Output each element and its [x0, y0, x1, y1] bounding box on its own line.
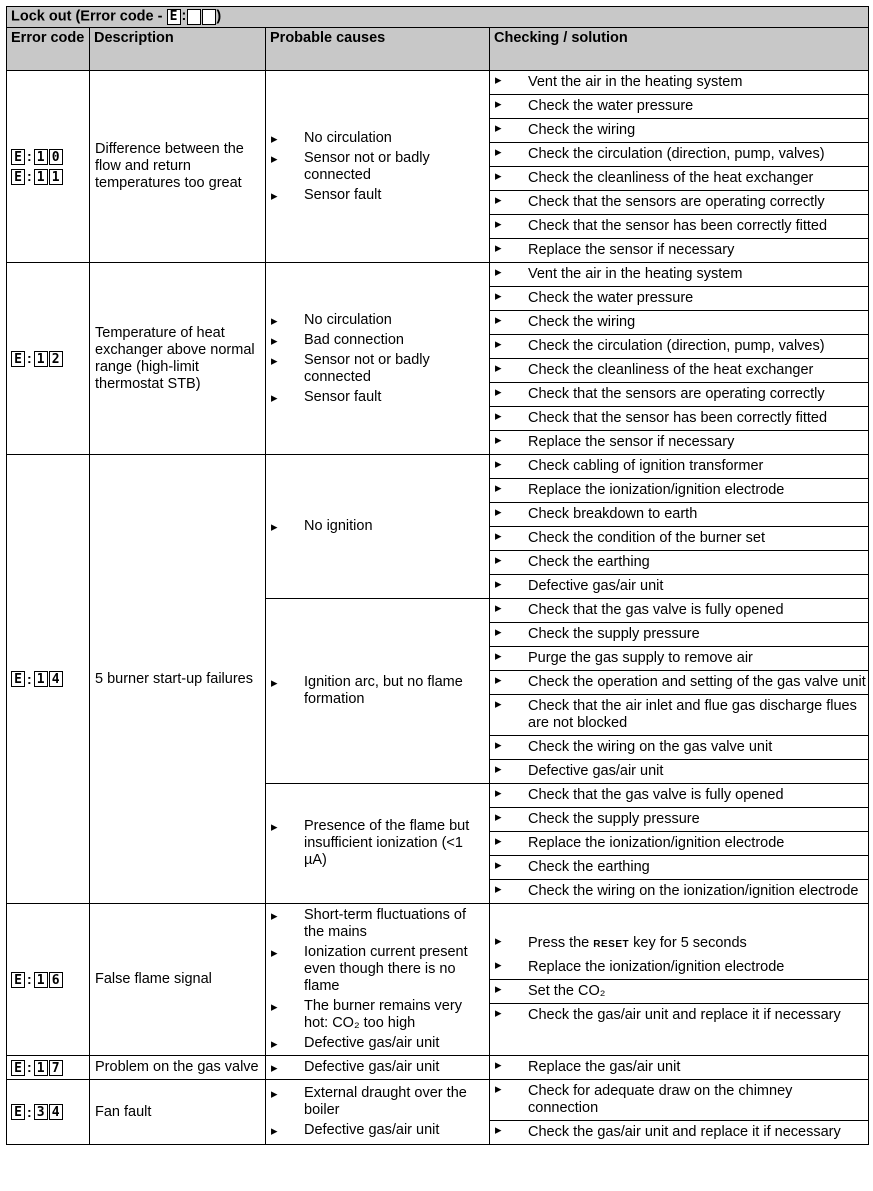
causes-list	[266, 674, 489, 708]
check-item: ▸ Set the CO₂	[490, 980, 868, 1004]
title-code-blank-1	[187, 9, 201, 25]
error-code-sep: :	[27, 971, 32, 987]
lockout-table	[6, 6, 869, 1145]
cause-item: ▸ No ignition	[266, 518, 489, 535]
cause-item: ▸ External draught over the boiler	[266, 1085, 489, 1119]
description-cell: Difference between the flow and return temperatures too great	[90, 71, 266, 263]
causes-list	[266, 1085, 489, 1139]
error-code-cell	[7, 904, 90, 1056]
error-code-digit: 1	[34, 972, 48, 988]
error-code-display	[11, 1059, 89, 1076]
error-code-digit: 6	[49, 972, 63, 988]
check-item: ▸ Check the wiring	[490, 311, 868, 335]
check-item: ▸ Replace the gas/air unit	[490, 1056, 868, 1079]
checks-list	[490, 932, 868, 956]
error-code-digit: 3	[34, 1104, 48, 1120]
check-item: ▸ Check the earthing	[490, 551, 868, 575]
error-code-cell	[7, 71, 90, 263]
description-cell: Problem on the gas valve	[90, 1056, 266, 1080]
description-cell: False flame signal	[90, 904, 266, 1056]
error-code-list	[7, 1059, 89, 1076]
checks-cell	[490, 1080, 869, 1145]
check-item: ▸ Replace the ionization/ignition electrode	[490, 479, 868, 503]
causes-list	[266, 130, 489, 204]
checks-list	[490, 455, 868, 598]
cause-item: ▸ Defective gas/air unit	[266, 1035, 489, 1052]
causes-list	[266, 518, 489, 535]
check-item: ▸ Defective gas/air unit	[490, 760, 868, 783]
error-code-letter: E	[11, 1104, 25, 1120]
error-code-digit: 1	[34, 671, 48, 687]
header-code: Error code	[7, 28, 90, 71]
error-code-letter: E	[11, 972, 25, 988]
cause-item: ▸ Presence of the flame but insufficient ionization (<1 µA)	[266, 818, 489, 869]
error-code-cell	[7, 263, 90, 455]
error-code-cell	[7, 1056, 90, 1080]
title-code-blank-2	[202, 9, 216, 25]
check-item: ▸ Check that the sensor has been correctly fitted	[490, 407, 868, 431]
header-row	[7, 28, 869, 71]
header-causes: Probable causes	[266, 28, 490, 71]
checks-list	[490, 1056, 868, 1079]
check-item: ▸ Check the cleanliness of the heat exchanger	[490, 359, 868, 383]
cause-item: ▸ Defective gas/air unit	[266, 1059, 489, 1076]
check-item: ▸ Check the wiring on the ionization/ignition electrode	[490, 880, 868, 903]
check-item: ▸ Check that the sensors are operating correctly	[490, 191, 868, 215]
check-item: ▸ Check the gas/air unit and replace it if necessary	[490, 1004, 868, 1027]
error-code-letter: E	[11, 671, 25, 687]
check-item: ▸ Vent the air in the heating system	[490, 71, 868, 95]
error-code-digit: 1	[34, 169, 48, 185]
checks-cell	[490, 784, 869, 904]
check-item: ▸ Check the supply pressure	[490, 623, 868, 647]
cause-item: ▸ Sensor not or badly connected	[266, 352, 489, 386]
table-row	[7, 904, 869, 1056]
checks-list	[490, 599, 868, 783]
error-code-display	[11, 148, 89, 165]
error-code-digit: 1	[34, 351, 48, 367]
error-code-digit: 7	[49, 1060, 63, 1076]
header-description: Description	[90, 28, 266, 71]
error-code-sep: :	[27, 168, 32, 184]
cause-item: ▸ Bad connection	[266, 332, 489, 349]
check-item: ▸ Vent the air in the heating system	[490, 263, 868, 287]
causes-cell	[266, 71, 490, 263]
error-code-list	[7, 148, 89, 185]
error-code-display	[11, 350, 89, 367]
error-code-sep: :	[27, 1103, 32, 1120]
check-text-after: key for 5 seconds	[629, 935, 747, 951]
error-code-letter: E	[11, 169, 25, 185]
cause-item: ▸ Sensor fault	[266, 389, 489, 406]
causes-cell	[266, 455, 490, 599]
cause-item: ▸ Short-term fluctuations of the mains	[266, 907, 489, 941]
title-text: Lock out (Error code -	[11, 8, 167, 25]
check-item: ▸ Check the circulation (direction, pump, valves)	[490, 143, 868, 167]
error-code-letter: E	[11, 1060, 25, 1076]
cause-item: ▸ Ionization current present even though there is no flame	[266, 944, 489, 995]
check-item: ▸ Check breakdown to earth	[490, 503, 868, 527]
checks-cell	[490, 904, 869, 1056]
title-suffix: )	[216, 8, 222, 25]
check-item: ▸ Check that the gas valve is fully opened	[490, 784, 868, 808]
check-item: ▸ Check that the sensor has been correctly fitted	[490, 215, 868, 239]
causes-cell	[266, 1056, 490, 1080]
table-row	[7, 1080, 869, 1145]
checks-cell	[490, 1056, 869, 1080]
check-item: ▸ Replace the sensor if necessary	[490, 239, 868, 262]
check-item: ▸ Check that the gas valve is fully opened	[490, 599, 868, 623]
error-code-sep: :	[27, 1059, 32, 1075]
description-cell: Fan fault	[90, 1080, 266, 1145]
checks-cell	[490, 263, 869, 455]
checks-list	[490, 1080, 868, 1144]
cause-item: ▸ No circulation	[266, 312, 489, 329]
cause-item: ▸ Sensor not or badly connected	[266, 150, 489, 184]
check-item: ▸ Check the earthing	[490, 856, 868, 880]
check-item: ▸ Check the wiring	[490, 119, 868, 143]
error-code-letter: E	[11, 149, 25, 165]
check-item: ▸ Check the operation and setting of the gas valve unit	[490, 671, 868, 695]
reset-key-label: RESET	[593, 939, 630, 950]
checks-list	[490, 263, 868, 454]
causes-cell	[266, 1080, 490, 1145]
error-code-digit: 4	[49, 1104, 63, 1120]
error-code-display	[11, 971, 89, 988]
check-item: ▸ Check the gas/air unit and replace it if necessary	[490, 1121, 868, 1144]
error-code-digit: 1	[34, 1060, 48, 1076]
check-item: ▸ Check that the sensors are operating correctly	[490, 383, 868, 407]
checks-list	[490, 956, 868, 1027]
error-code-letter: E	[11, 351, 25, 367]
error-code-list	[7, 350, 89, 367]
error-code-digit: 2	[49, 351, 63, 367]
check-item: ▸ Check the cleanliness of the heat exchanger	[490, 167, 868, 191]
table-row	[7, 455, 869, 599]
check-item: ▸ Check the water pressure	[490, 95, 868, 119]
table-title	[7, 7, 869, 28]
error-code-sep: :	[27, 350, 32, 366]
causes-list	[266, 312, 489, 406]
check-item: ▸ Check for adequate draw on the chimney connection	[490, 1080, 868, 1121]
checks-list	[490, 784, 868, 903]
title-code-letter: E	[167, 9, 181, 25]
error-code-list	[7, 671, 89, 688]
check-item: ▸ Check the supply pressure	[490, 808, 868, 832]
causes-cell	[266, 599, 490, 784]
title-code-sep: :	[181, 8, 187, 25]
error-code-sep: :	[27, 148, 32, 164]
table-row	[7, 71, 869, 263]
title-code-display	[167, 8, 217, 25]
error-code-digit: 0	[49, 149, 63, 165]
check-item: ▸ Purge the gas supply to remove air	[490, 647, 868, 671]
error-code-display	[11, 1104, 89, 1121]
error-code-cell	[7, 1080, 90, 1145]
causes-list	[266, 1059, 489, 1076]
error-code-list	[7, 971, 89, 988]
table-row	[7, 263, 869, 455]
description-cell: 5 burner start-up failures	[90, 455, 266, 904]
check-item: ▸ Defective gas/air unit	[490, 575, 868, 598]
error-code-sep: :	[27, 670, 32, 687]
check-item: ▸ Check the circulation (direction, pump, valves)	[490, 335, 868, 359]
checks-list	[490, 71, 868, 262]
check-item: ▸ Check that the air inlet and flue gas discharge flues are not blocked	[490, 695, 868, 736]
causes-cell	[266, 784, 490, 904]
error-code-list	[7, 1104, 89, 1121]
lockout-table-wrapper	[6, 6, 868, 1145]
checks-cell	[490, 455, 869, 599]
causes-list	[266, 907, 489, 1052]
description-cell: Temperature of heat exchanger above normal range (high-limit thermostat STB)	[90, 263, 266, 455]
error-code-display	[11, 671, 89, 688]
checks-cell	[490, 71, 869, 263]
check-item-reset	[490, 932, 868, 956]
causes-cell	[266, 904, 490, 1056]
check-item: ▸ Check the condition of the burner set	[490, 527, 868, 551]
check-item: ▸ Check the wiring on the gas valve unit	[490, 736, 868, 760]
error-code-digit: 1	[49, 169, 63, 185]
error-code-digit: 4	[49, 671, 63, 687]
cause-item: ▸ Defective gas/air unit	[266, 1122, 489, 1139]
error-code-digit: 1	[34, 149, 48, 165]
cause-item: ▸ No circulation	[266, 130, 489, 147]
table-row	[7, 1056, 869, 1080]
check-item: ▸ Replace the ionization/ignition electrode	[490, 832, 868, 856]
table-title-row	[7, 7, 869, 28]
check-item: ▸ Check the water pressure	[490, 287, 868, 311]
check-item: ▸ Replace the sensor if necessary	[490, 431, 868, 454]
causes-list	[266, 818, 489, 869]
check-text-before: Press the	[528, 935, 594, 951]
check-item: ▸ Check cabling of ignition transformer	[490, 455, 868, 479]
cause-item: ▸ Sensor fault	[266, 187, 489, 204]
check-item: ▸ Replace the ionization/ignition electrode	[490, 956, 868, 980]
cause-item: ▸ The burner remains very hot: CO₂ too high	[266, 998, 489, 1032]
error-code-display	[11, 168, 89, 185]
header-checks: Checking / solution	[490, 28, 869, 71]
checks-cell	[490, 599, 869, 784]
error-code-cell	[7, 455, 90, 904]
cause-item: ▸ Ignition arc, but no flame formation	[266, 674, 489, 708]
causes-cell	[266, 263, 490, 455]
